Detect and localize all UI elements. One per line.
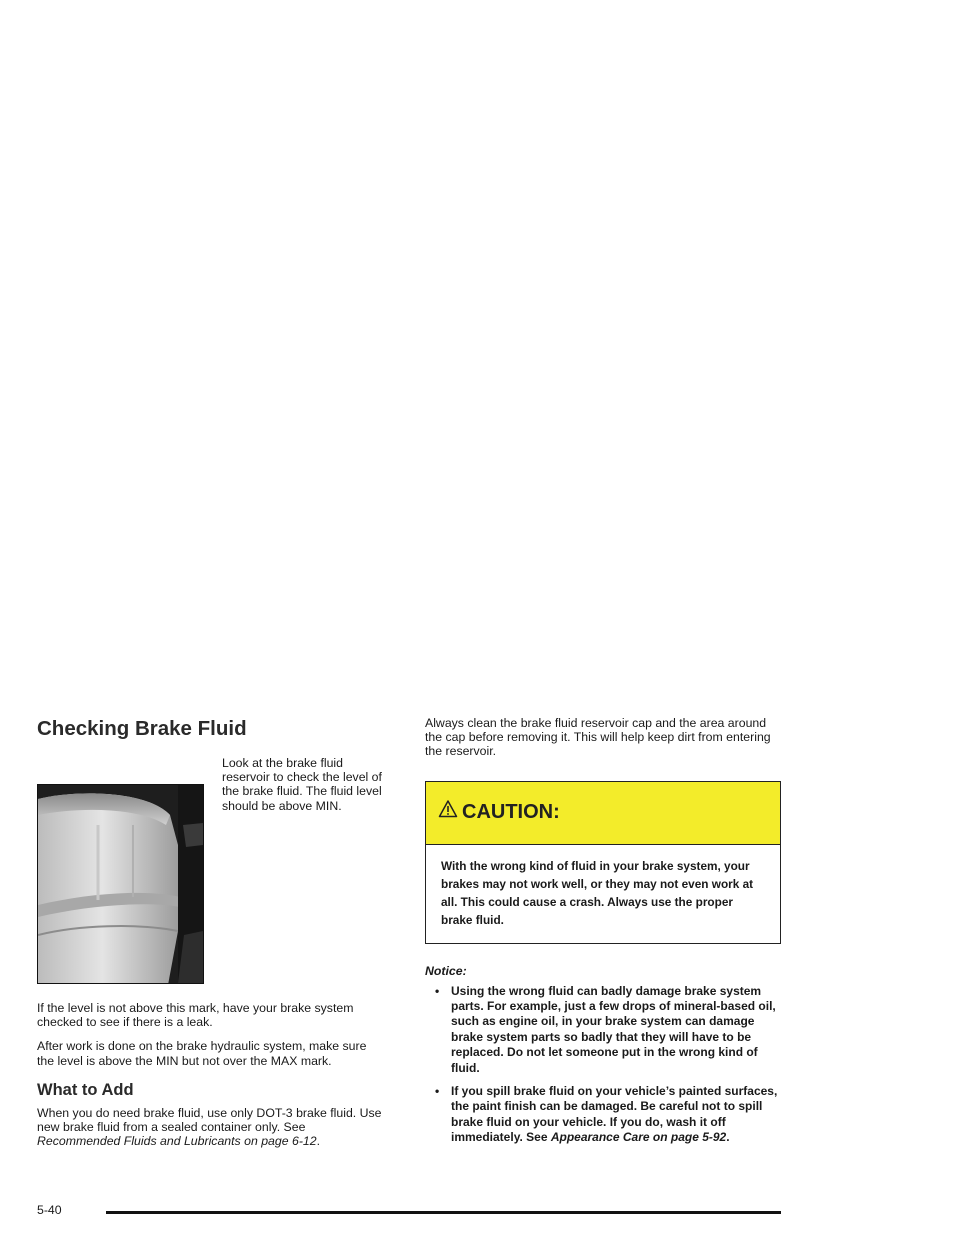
clean-cap-paragraph: Always clean the brake fluid reservoir cap and the area around the cap before removing it. This will help keep dirt from entering the reservoir. [425,716,771,759]
notice-item [425,1084,781,1146]
notice-item-text: If you spill brake fluid on your vehicle’s painted surfaces, the paint finish can be damaged. Be careful not to spill brake fluid on your vehicle. If you do, wash it off immediately. See [451,1084,778,1145]
right-column [425,716,781,1154]
subsection-title: What to Add [37,1080,134,1099]
notice-list [425,984,781,1146]
brake-reservoir-photo [37,784,204,984]
what-to-add-paragraph [37,1106,385,1149]
caution-box [425,781,781,944]
what-to-add-text: When you do need brake fluid, use only DOT-3 brake fluid. Use new brake fluid from a sealed container only. See [37,1105,382,1135]
notice-item-end: . [726,1130,730,1145]
level-paragraph: After work is done on the brake hydraulic system, make sure the level is above the MIN but not over the MAX mark. [37,1039,367,1068]
figure-row [37,756,385,1001]
notice-item-text: Using the wrong fluid can badly damage brake system parts. For example, just a few drops of mineral-based oil, such as engine oil, in your brake system can damage brake system parts so badly that they will have to be replaced. Do not let someone put in the wrong kind of fluid. [451,983,776,1075]
notice-item [425,984,781,1076]
caution-text: With the wrong kind of fluid in your brake system, your brakes may not work well, or they may not even work at all. This could cause a crash. Always use the proper brake fluid. [441,858,754,927]
bullet: • [435,1084,440,1099]
what-to-add-end: . [316,1134,321,1149]
intro-text: Look at the brake fluid reservoir to check the level of the brake fluid. The fluid level should be above MIN. [222,756,382,813]
page-number: 5-40 [37,1203,62,1217]
leak-check-paragraph: If the level is not above this mark, have your brake system checked to see if there is a leak. [37,1001,354,1030]
caution-header [426,782,780,845]
warning-triangle-icon [438,799,458,819]
fluids-reference-link[interactable]: Recommended Fluids and Lubricants on page 6-12 [37,1134,317,1149]
appearance-care-reference-link[interactable]: Appearance Care on page 5-92 [550,1130,727,1145]
caution-label: CAUTION: [462,801,560,824]
left-column [37,716,385,1158]
section-title: Checking Brake Fluid [37,717,247,740]
footer-rule [106,1211,781,1214]
notice-label: Notice: [425,963,467,978]
bullet: • [435,983,440,998]
